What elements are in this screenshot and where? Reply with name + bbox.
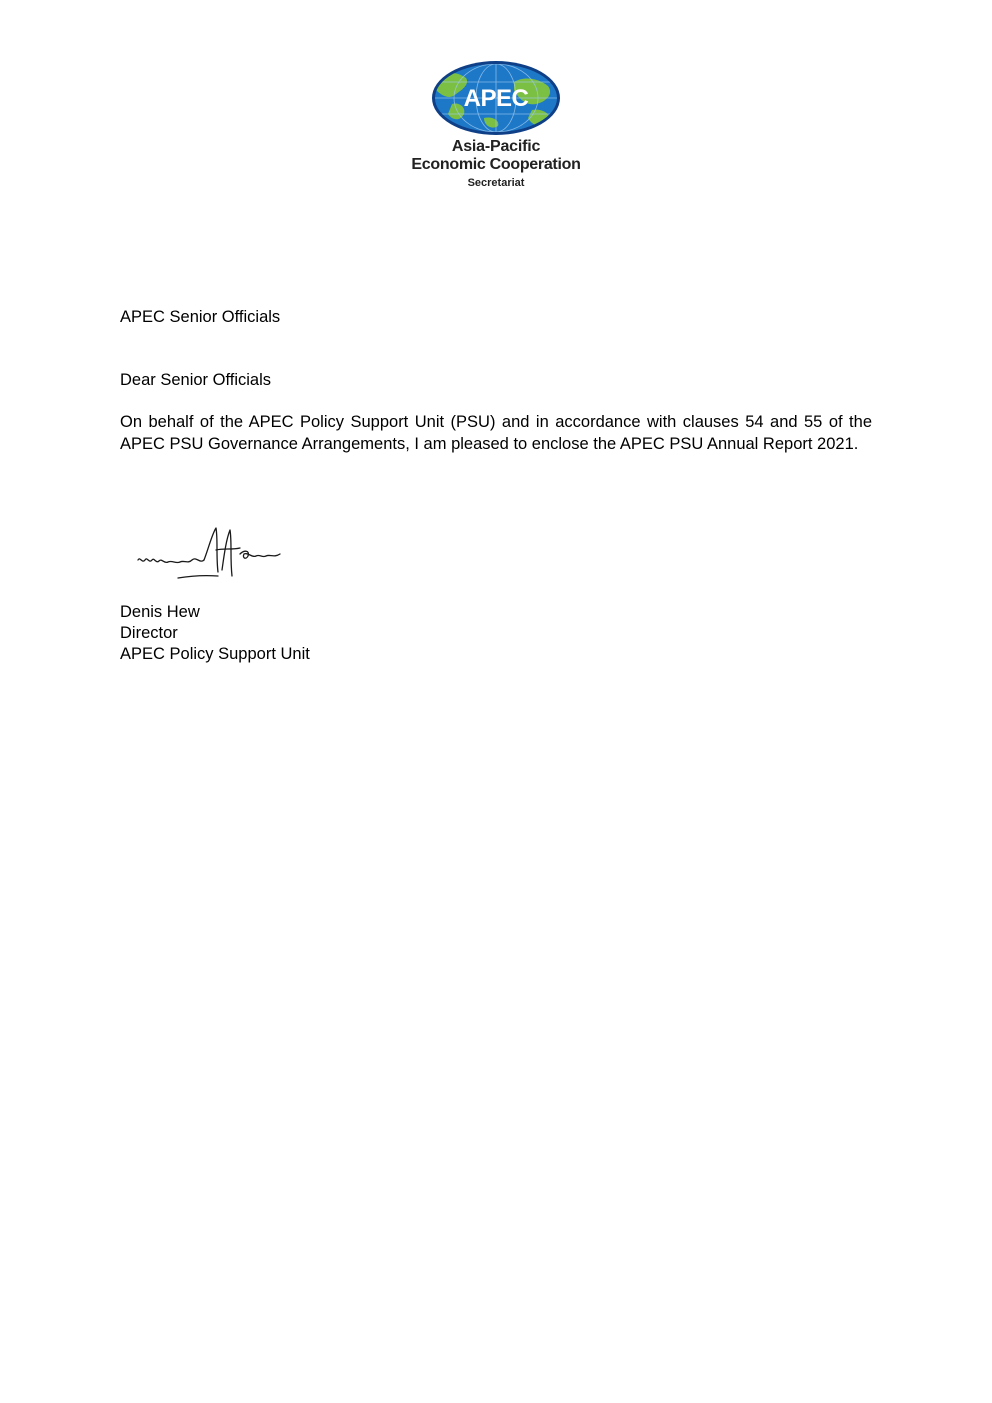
body-paragraph: On behalf of the APEC Policy Support Unit (PSU) and in accordance with clauses 54 and 55 of the APEC PSU Governance Arrangements, I am pleased to enclose the APEC PSU Annual Report 2021. [120, 413, 872, 453]
salutation: Dear Senior Officials [120, 371, 272, 389]
recipient-line: APEC Senior Officials [120, 308, 281, 326]
logo-line-economic-cooperation: Economic Cooperation [411, 156, 581, 173]
apec-globe-icon [396, 60, 596, 136]
signatory-organization: APEC Policy Support Unit [120, 645, 310, 663]
signatory-name: Denis Hew [120, 603, 200, 621]
logo-line-asia-pacific: Asia-Pacific [451, 138, 541, 155]
apec-wordmark: APEC [463, 85, 529, 112]
apec-logo [396, 60, 596, 195]
handwritten-signature [132, 520, 292, 585]
logo-line-secretariat: Secretariat [467, 177, 525, 189]
signatory-title: Director [120, 624, 178, 642]
